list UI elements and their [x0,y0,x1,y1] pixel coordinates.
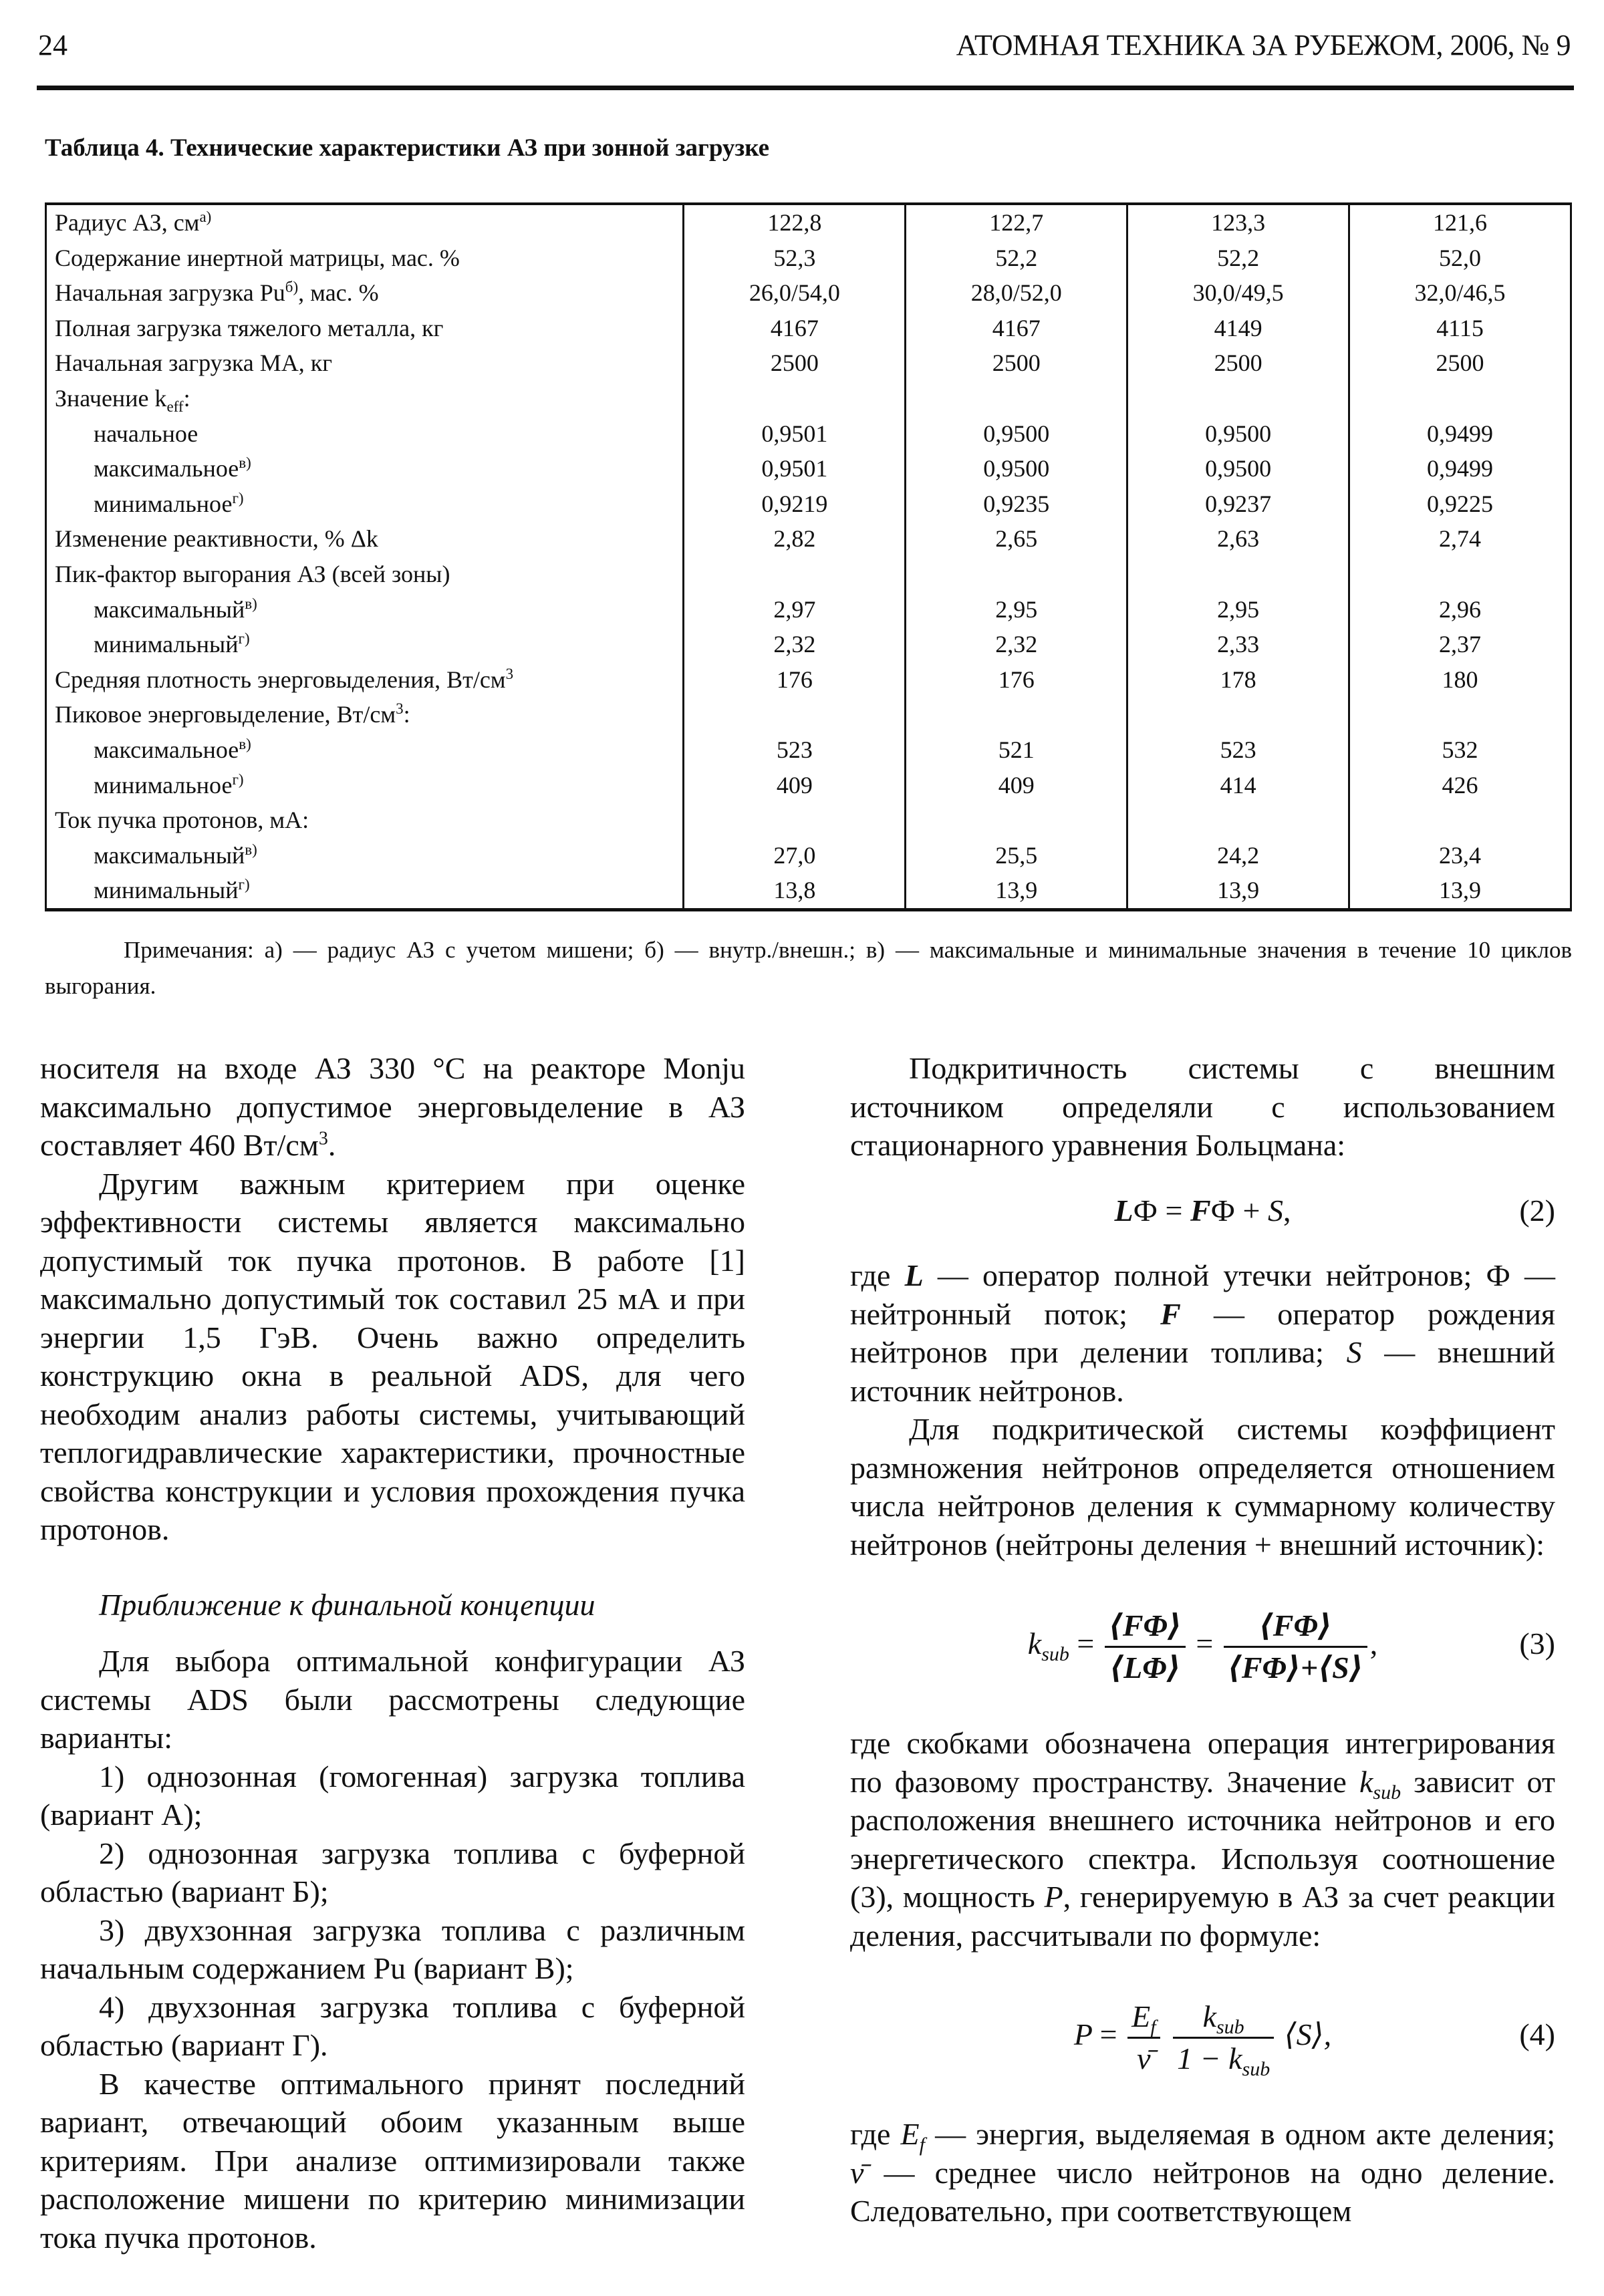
row-label: максимальный$^{в)}$ [94,595,257,623]
table-row [46,662,1571,698]
row-label: Пиковое энерговыделение, $Вт/см^3$: [55,700,410,728]
cell-value: 52,2 [906,241,1127,276]
table-row [46,345,1571,381]
cell-value: 4167 [906,311,1127,346]
row-label: минимальное$^{г)}$ [94,489,244,517]
equation-2: LФ = FФ + S, (2) [850,1191,1555,1230]
equation-number: (3) [1519,1626,1555,1661]
row-label: начальное [94,420,198,447]
cell-value [1127,803,1349,838]
cell-value [684,697,906,732]
cell-value [1349,381,1571,416]
table-row [46,627,1571,662]
paragraph: носителя на входе АЗ 330 °С на реакторе Monju максимально допустимое энерговыделение в АЗ составляет 460 $Вт/см^3$. [40,1051,745,1162]
list-item: 1) однозонная (гомогенная) загрузка топлива (вариант А); [40,1759,745,1832]
cell-value: 0,9499 [1349,416,1571,452]
cell-value [1127,697,1349,732]
cell-value: 13,9 [1349,873,1571,909]
cell-value: 2,65 [906,521,1127,557]
cell-value [906,557,1127,592]
characteristics-table [45,202,1572,911]
cell-value: 52,2 [1127,241,1349,276]
paragraph: где $E_f$ — энергия, выделяемая в одном акте деления; ν̄ — среднее число нейтронов на одно деление. Следовательно, при соответствующем [850,2117,1555,2228]
equation-4: P = $\frac{E_f}{\nū}$ $\frac{k_{sub}}{1 - k_{sub}}$ ⟨S⟩, (4) [850,1985,1555,2085]
cell-value: 2500 [684,345,906,381]
cell-value [906,381,1127,416]
cell-value: 25,5 [906,838,1127,873]
equation-number: (2) [1519,1193,1555,1228]
cell-value [1349,803,1571,838]
cell-value: 0,9500 [906,416,1127,452]
cell-value: 0,9501 [684,416,906,452]
cell-value: 26,0/54,0 [684,275,906,311]
cell-value: 122,8 [684,204,906,241]
equation-number: (4) [1519,2017,1555,2051]
cell-value: 13,8 [684,873,906,909]
cell-value: 2,82 [684,521,906,557]
cell-value: 414 [1127,768,1349,803]
cell-value: 523 [1127,732,1349,768]
row-label: Начальная загрузка МА, кг [55,349,333,377]
table-title: Таблица 4. Технические характеристики АЗ при зонной загрузке [45,134,770,162]
cell-value: 180 [1349,662,1571,698]
table-notes: Примечания: а) — радиус АЗ с учетом мишени; б) — внутр./внешн.; в) — максимальные и минимальные значения в течение 10 циклов выгорания. [45,937,1572,999]
paragraph: где L — оператор полной утечки нейтронов; Ф — нейтронный поток; F — оператор рождения нейтронов при делении топлива; S — внешний источник нейтронов. [850,1258,1555,1408]
list-item: 2) однозонная загрузка топлива с буферной областью (вариант Б); [40,1836,745,1908]
list-item: 4) двухзонная загрузка топлива с буферной областью (вариант Г). [40,1989,745,2062]
cell-value: 24,2 [1127,838,1349,873]
cell-value: 30,0/49,5 [1127,275,1349,311]
row-label: максимальное$^{в)}$ [94,454,251,482]
row-label: Средняя плотность энерговыделения, $Вт/см^3$ [55,665,514,693]
cell-value [1349,557,1571,592]
row-label: максимальный$^{в)}$ [94,841,257,869]
cell-value [684,803,906,838]
table-row [46,486,1571,522]
cell-value [906,803,1127,838]
cell-value: 0,9500 [1127,451,1349,486]
cell-value: 2,96 [1349,592,1571,627]
table-row [46,451,1571,486]
cell-value: 2,33 [1127,627,1349,662]
row-label: Пик-фактор выгорания АЗ (всей зоны) [55,560,450,587]
header-rule [37,86,1574,90]
paragraph: Для подкритической системы коэффициент размножения нейтронов определяется отношением числа нейтронов деления к суммарному количеству нейтронов (нейтроны деления + внешний источник): [850,1412,1555,1562]
paragraph: где скобками обозначена операция интегрирования по фазовому пространству. Значение $k_{sub}$ зависит от расположения внешнего источника нейтронов и его энергетического спектра. Используя соотношение (3), мощность P, генерируемую в АЗ за счет реакции деления, рассчитывали по формуле: [850,1726,1556,1953]
cell-value [1127,381,1349,416]
cell-value: 409 [906,768,1127,803]
cell-value: 4115 [1349,311,1571,346]
paragraph: Для выбора оптимальной конфигурации АЗ системы ADS были рассмотрены следующие варианты: [40,1644,745,1755]
cell-value [906,697,1127,732]
cell-value: 2,95 [906,592,1127,627]
row-label: минимальный$^{г)}$ [94,876,250,904]
cell-value: 2500 [1127,345,1349,381]
cell-value: 0,9219 [684,486,906,522]
table-row [46,557,1571,592]
cell-value: 52,3 [684,241,906,276]
cell-value: 121,6 [1349,204,1571,241]
cell-value: 0,9500 [1127,416,1349,452]
cell-value: 521 [906,732,1127,768]
journal-title: АТОМНАЯ ТЕХНИКА ЗА РУБЕЖОМ, 2006, № 9 [956,29,1571,61]
row-label: минимальное$^{г)}$ [94,770,244,799]
cell-value: 2,37 [1349,627,1571,662]
row-label: Содержание инертной матрицы, мас. % [55,244,460,271]
equation-3: $k_{sub}$ = $\frac{⟨F\Phi⟩}{⟨L\Phi⟩}$ = $\frac{⟨F\Phi⟩}{⟨F\Phi⟩+⟨S⟩}$ , (3) [850,1594,1555,1694]
table-row [46,803,1571,838]
table-row [46,768,1571,803]
cell-value [1127,557,1349,592]
cell-value: 23,4 [1349,838,1571,873]
cell-value: 52,0 [1349,241,1571,276]
cell-value: 0,9499 [1349,451,1571,486]
cell-value [684,557,906,592]
cell-value: 2,95 [1127,592,1349,627]
page-number: 24 [38,29,68,61]
cell-value: 4167 [684,311,906,346]
cell-value: 0,9501 [684,451,906,486]
row-label: Изменение реактивности, % Δk [55,525,378,553]
cell-value: 122,7 [906,204,1127,241]
table-row [46,204,1571,241]
cell-value: 13,9 [1127,873,1349,909]
cell-value: 409 [684,768,906,803]
cell-value: 32,0/46,5 [1349,275,1571,311]
cell-value: 28,0/52,0 [906,275,1127,311]
cell-value: 13,9 [906,873,1127,909]
cell-value: 523 [684,732,906,768]
table-row [46,732,1571,768]
paragraph: В качестве оптимального принят последний вариант, отвечающий обоим указанным выше критериям. При анализе оптимизировали также расположение мишени по критерию минимизации тока пучка протонов. [40,2066,745,2255]
table-row [46,592,1571,627]
cell-value: 2,74 [1349,521,1571,557]
cell-value: 4149 [1127,311,1349,346]
list-item: 3) двухзонная загрузка топлива с различным начальным содержанием Pu (вариант В); [40,1912,745,1985]
row-label: Начальная загрузка $Pu^{б)}$, мас. % [55,279,379,307]
cell-value: 2,97 [684,592,906,627]
cell-value: 123,3 [1127,204,1349,241]
left-column [40,1049,745,2257]
cell-value: 426 [1349,768,1571,803]
table-row [46,381,1571,416]
table-row [46,521,1571,557]
cell-value: 532 [1349,732,1571,768]
cell-value [1349,697,1571,732]
table-row [46,416,1571,452]
paragraph: Подкритичность системы с внешним источником определяли с использованием стационарного уравнения Больцмана: [850,1051,1555,1162]
cell-value: 0,9235 [906,486,1127,522]
cell-value: 0,9237 [1127,486,1349,522]
cell-value: 2500 [1349,345,1571,381]
table-row [46,275,1571,311]
cell-value: 2,32 [906,627,1127,662]
row-label: Полная загрузка тяжелого металла, кг [55,314,444,341]
paragraph: Другим важным критерием при оценке эффективности системы является максимально допустимый ток пучка протонов. В работе [1] максимально допустимый ток составил 25 мА и при энергии 1,5 ГэВ. Очень важно определить конструкцию окна в реальной ADS, для чего необходим анализ работы системы, учитывающий теплогидравлические характеристики, прочностные свойства конструкции и условия прохождения пучка протонов. [40,1166,745,1546]
cell-value: 2,63 [1127,521,1349,557]
cell-value: 0,9225 [1349,486,1571,522]
cell-value: 0,9500 [906,451,1127,486]
row-label: максимальное$^{в)}$ [94,735,251,763]
table-row [46,697,1571,732]
row-label: минимальный$^{г)}$ [94,630,250,658]
cell-value [684,381,906,416]
table-row [46,873,1571,909]
row-label: Значение $k_{eff}$: [55,384,190,416]
right-column [850,1049,1555,2231]
table-row [46,311,1571,346]
cell-value: 178 [1127,662,1349,698]
cell-value: 2,32 [684,627,906,662]
cell-value: 27,0 [684,838,906,873]
cell-value: 176 [684,662,906,698]
row-label: Радиус АЗ, $см^{а)}$ [55,208,212,236]
row-label: Ток пучка протонов, мА: [55,807,309,834]
table-row [46,241,1571,276]
cell-value: 2500 [906,345,1127,381]
cell-value: 176 [906,662,1127,698]
section-heading: Приближение к финальной концепции [99,1587,595,1622]
table-row [46,838,1571,873]
